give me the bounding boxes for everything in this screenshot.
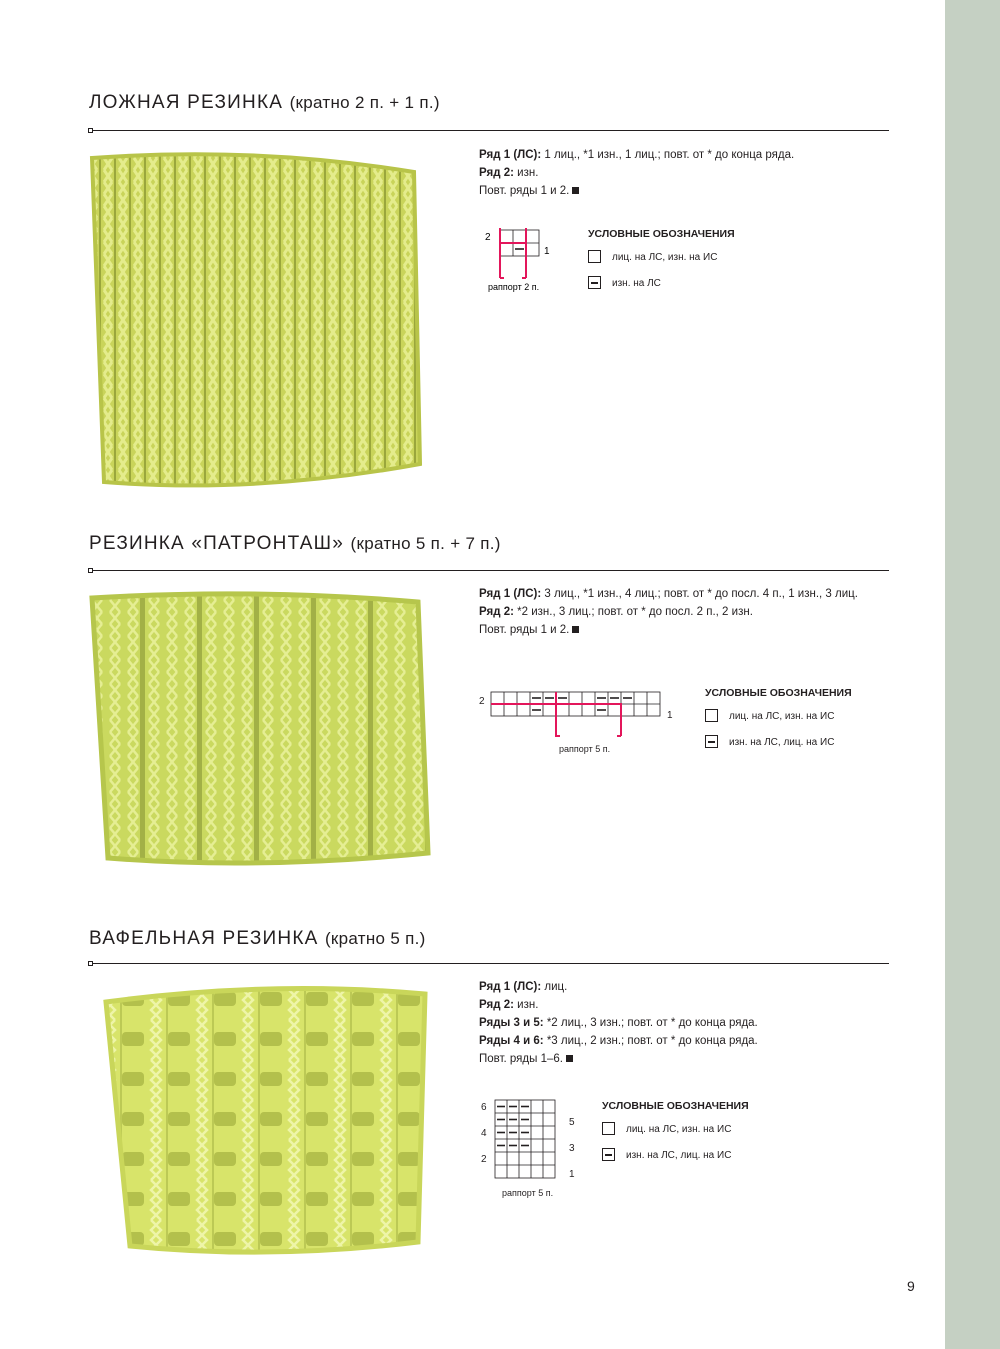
instruction-line: Ряд 2: изн. [479,999,539,1011]
section-title-text: РЕЗИНКА «ПАТРОНТАШ» [89,533,345,554]
legend-item: лиц. на ЛС, изн. на ИС [705,709,852,735]
chart-row-label: 1 [667,710,673,721]
stitch-chart [478,1098,588,1213]
instructions [479,585,919,639]
legend-item: изн. на ЛС, лиц. на ИС [602,1148,749,1174]
page-side-band [945,0,1000,1349]
chart-repeat-label: раппорт 5 п. [502,1188,554,1198]
section-divider [89,130,889,131]
legend-title: УСЛОВНЫЕ ОБОЗНАЧЕНИЯ [705,687,852,699]
purl-symbol-icon [602,1148,615,1161]
knit-symbol-icon [705,709,718,722]
instruction-line: Повт. ряды 1–6. [479,1050,919,1068]
section-subtitle: (кратно 5 п.) [324,929,426,948]
section-subtitle: (кратно 2 п. + 1 п.) [289,93,440,112]
swatch-bandolier-rib [88,588,433,873]
chart-row-label: 6 [481,1102,487,1113]
section-title [89,928,426,950]
knit-symbol-icon [588,250,601,263]
instruction-line: Ряды 3 и 5: *2 лиц., 3 изн.; повт. от * до конца ряда. [479,1017,758,1029]
end-square-icon [572,187,579,194]
section-title-text: ЛОЖНАЯ РЕЗИНКА [89,92,284,113]
chart-row-label: 5 [569,1117,575,1128]
legend-title: УСЛОВНЫЕ ОБОЗНАЧЕНИЯ [588,228,735,240]
end-square-icon [572,626,579,633]
chart-grid [495,1100,555,1178]
legend-item: лиц. на ЛС, изн. на ИС [602,1122,749,1148]
section-divider [89,570,889,571]
legend-item: изн. на ЛС [588,276,735,302]
chart-row-label: 1 [569,1169,575,1180]
section-title [89,92,440,114]
instruction-line: Повт. ряды 1 и 2. [479,182,919,200]
legend-title: УСЛОВНЫЕ ОБОЗНАЧЕНИЯ [602,1100,749,1112]
legend-item: изн. на ЛС, лиц. на ИС [705,735,852,761]
knit-symbol-icon [602,1122,615,1135]
stitch-chart [480,226,560,301]
instruction-line: Ряды 4 и 6: *3 лиц., 2 изн.; повт. от * до конца ряда. [479,1035,758,1047]
swatch-waffle-rib [100,980,440,1265]
legend-item: лиц. на ЛС, изн. на ИС [588,250,735,276]
chart-row-label: 2 [481,1154,487,1165]
chart-row-label: 4 [481,1128,487,1139]
chart-row-label: 2 [479,696,485,707]
instruction-line: Ряд 2: *2 изн., 3 лиц.; повт. от * до посл. 2 п., 2 изн. [479,606,753,618]
section-title-text: ВАФЕЛЬНАЯ РЕЗИНКА [89,928,319,949]
chart-row-label: 2 [485,232,491,243]
purl-symbol-icon [705,735,718,748]
section-title [89,533,501,555]
instruction-line: Ряд 1 (ЛС): 1 лиц., *1 изн., 1 лиц.; повт. от * до конца ряда. [479,149,795,161]
instruction-line: Ряд 1 (ЛС): лиц. [479,981,568,993]
instruction-line: Ряд 2: изн. [479,167,539,179]
legend [602,1100,749,1174]
swatch-false-rib [86,146,426,496]
instruction-line: Ряд 1 (ЛС): 3 лиц., *1 изн., 4 лиц.; повт. от * до посл. 4 п., 1 изн., 3 лиц. [479,588,858,600]
chart-repeat-label: раппорт 2 п. [488,282,540,292]
end-square-icon [566,1055,573,1062]
instructions [479,978,919,1068]
page-number: 9 [907,1278,915,1294]
chart-row-label: 1 [544,246,550,257]
instructions [479,146,919,200]
legend [705,687,852,761]
chart-repeat-label: раппорт 5 п. [559,744,611,754]
stitch-chart [478,690,678,765]
instruction-line: Повт. ряды 1 и 2. [479,621,919,639]
legend [588,228,735,302]
chart-row-label: 3 [569,1143,575,1154]
section-divider [89,963,889,964]
section-subtitle: (кратно 5 п. + 7 п.) [350,534,501,553]
purl-symbol-icon [588,276,601,289]
